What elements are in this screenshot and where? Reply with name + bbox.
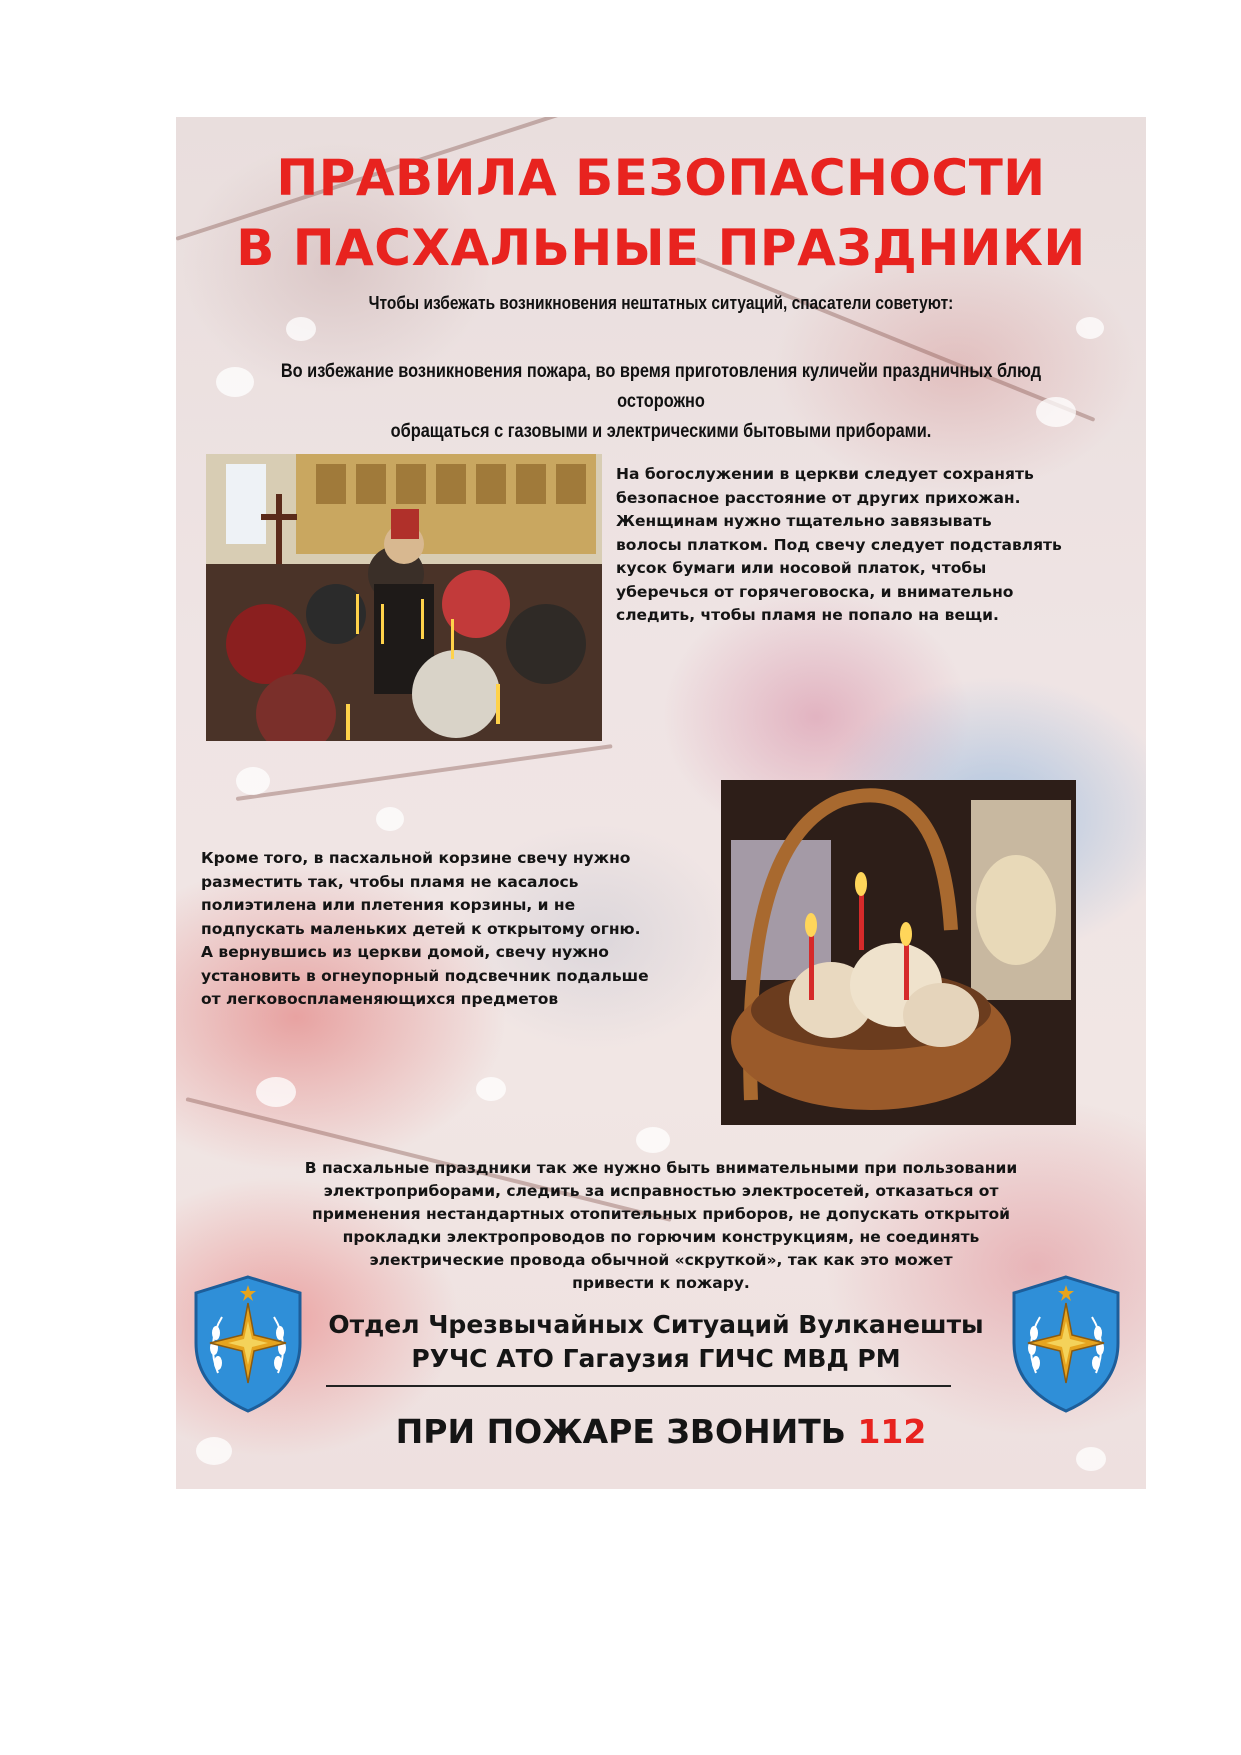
electric-line: электрические провода обычной «скруткой», так как это может [369,1251,953,1269]
basket-line: установить в огнеупорный подсвечник подальше [201,966,649,985]
church-line: На богослужении в церкви следует сохранять [616,465,1034,483]
willow-blossom [376,807,404,831]
electrical-safety-paragraph [206,1157,1116,1295]
willow-blossom [256,1077,296,1107]
church-line: Женщинам нужно тщательно завязывать [616,512,992,530]
poster-subtitle: Чтобы избежать возникновения нештатных ситуаций, спасатели советуют: [368,293,954,313]
basket-line: разместить так, чтобы пламя не касалось [201,872,579,891]
intro-line: обращаться с газовыми и электрическими бытовыми приборами. [390,421,932,442]
church-service-illustration [206,454,602,741]
organization-subdivision: РУЧС АТО Гагаузия ГИЧС МВД РМ [411,1344,901,1373]
intro-line: Во избежание возникновения пожара, во время приготовления куличейи праздничных блюд осторожно [280,361,1042,412]
emergency-call-line [176,1412,1146,1451]
easter-basket-illustration [721,780,1076,1125]
basket-line: от легковоспламеняющихся предметов [201,990,559,1008]
church-line: уберечься от горячеговоска, и внимательно [616,582,1014,601]
willow-blossom [636,1127,670,1153]
willow-blossom [216,367,254,397]
basket-line: подпускать маленьких детей к открытому огню. [201,919,641,938]
civil-protection-emblem-icon [1006,1273,1126,1415]
emergency-number: 112 [857,1412,927,1451]
electric-line: электроприборами, следить за исправностью электросетей, отказаться от [323,1182,999,1200]
basket-line: полиэтилена или плетения корзины, и не [201,896,576,914]
poster-title-line2: В ПАСХАЛЬНЫЕ ПРАЗДНИКИ [236,219,1086,277]
willow-blossom [286,317,316,341]
church-service-photo [206,454,602,741]
church-safety-paragraph [616,463,1136,628]
willow-twig [236,744,613,801]
church-line: следить, чтобы пламя не попало на вещи. [616,606,999,624]
willow-blossom [236,767,270,795]
divider [326,1385,951,1387]
basket-line: А вернувшись из церкви домой, свечу нужно [201,943,609,961]
willow-blossom [1076,317,1104,339]
church-line: волосы платком. Под свечу следует подставлять [616,535,1062,554]
church-line: безопасное расстояние от других прихожан. [616,488,1021,507]
church-line: кусок бумаги или носовой платок, чтобы [616,559,987,577]
basket-safety-paragraph [201,847,721,1012]
poster-title-line1: ПРАВИЛА БЕЗОПАСНОСТИ [276,149,1046,207]
organization-name: Отдел Чрезвычайных Ситуаций Вулканешты [328,1310,984,1339]
civil-protection-emblem-icon [188,1273,308,1415]
electric-line: прокладки электропроводов по горючим конструкциям, не соединять [342,1228,980,1246]
poster [176,117,1146,1489]
electric-line: В пасхальные праздники так же нужно быть внимательными при пользовании [304,1159,1018,1177]
electric-line: применения нестандартных отопительных приборов, не допускать открытой [311,1205,1011,1223]
electric-line: привести к пожару. [572,1274,750,1292]
basket-line: Кроме того, в пасхальной корзине свечу нужно [201,849,631,867]
easter-basket-photo [721,780,1076,1125]
emergency-call-text: ПРИ ПОЖАРЕ ЗВОНИТЬ [395,1412,846,1451]
willow-blossom [476,1077,506,1101]
intro-paragraph [278,357,1043,447]
poster-title [176,143,1146,283]
